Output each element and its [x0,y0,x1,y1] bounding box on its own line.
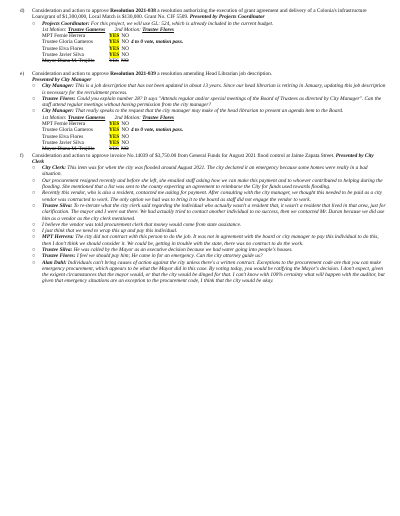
vote-yes: YES [109,58,120,65]
statement: The city did not contract with this person to do the job. It was not in agreement with the board or city manager to pay this individual to do this, then I don't think we should consider it. We could be, getting in trouble with the state, there was no contract to do the work. [42,234,379,247]
discussion-entry [32,260,386,285]
vote-yes: YES [109,121,120,128]
vote-no: NO [121,127,129,134]
vote-yes: YES [109,39,120,46]
speaker: Trustee Silva: [42,202,73,209]
bullet-icon: ○ [32,165,36,172]
bullet-icon: ○ [32,83,36,90]
discussion-entry [32,96,386,109]
statement: Recently this vendor, who is also a resident, contacted me asking for payment. After consulting with the city manager, we thought this needed to be paid as a city vendor was contracted to work. The only option we had was to bring it to the board as staff did not engage the vendor to work. [42,190,383,203]
speaker: Trustee Silva: [42,246,73,253]
speaker: Projects Coordinator: [42,20,90,27]
motion-label: 1st Motion: [42,114,68,121]
motion-second: Trustee Flores [142,114,174,121]
bullet-icon: ○ [32,20,36,27]
vote-result: 4 to 0 vote, motion pass. [130,127,184,134]
speaker: Trustee Flores: [42,95,76,102]
voter-name: Trustee Elva Flores [42,45,84,52]
bullet-icon: ○ [32,221,36,228]
resolution-number: Resolution 2021-039 [110,70,156,77]
vote-yes: YES [109,52,120,59]
statement: I just think that we need to wrap this up and pay this individual. [42,228,178,235]
item-text: a resolution authorizing the execution of grant agreement and delivery of a Colonia's infrastructure Loan/grant of $1,300,000, Local Match is $130,000. Grant No. CIF 5509. [32,8,367,21]
statement: Individuals can't bring causes of action against the city unless there's a written contract. Exceptions to the procurement code are that you can make emergency procurement, which appears to be what the Mayor did in this case. By voting today, you would be ratifying the Mayor's decision. I don't expect, given the exigent circumstances that the mayor would, or that the city would be dinged for that. I can't know with 100% certainty what will happen with the auditor, but given that emergency situations are an exception to the procurement code, I think that the city would be okay. [42,259,385,285]
vote-no: NO [121,52,129,59]
discussion-entry [32,21,386,34]
bullet-icon: ○ [32,95,36,102]
statement: I believe the vendor was told procurement clerk that money would come from state assistance. [42,221,242,228]
bullet-icon: ○ [32,190,36,197]
item-text: Consideration and action to approve invoice No.14039 of $3,750.00 from General Funds for August 2021 flood control at Jaime Zapata Street. [32,152,336,159]
vote-table [20,121,386,152]
speaker: MPT Herrera: [42,234,74,241]
motion-label: 2nd Motion: [114,114,143,121]
vote-no: NO [121,121,129,128]
motion-first: Trustee Gameros [67,114,106,121]
discussion-entry [32,165,386,178]
statement: This is a job description that has not been updated in about 13 years. Since our head librarian is retiring in January, updating this job description is necessary for the recruitment process. [42,83,386,96]
vote-table [20,33,386,64]
item-letter: e) [20,70,25,77]
resolution-number: Resolution 2021-038 [110,8,156,14]
bullet-icon: ○ [32,202,36,209]
vote-yes: YES [109,133,120,140]
bullet-icon: ○ [32,253,36,260]
agenda-item-d [20,8,386,21]
item-text: Consideration and action to approve [32,70,111,77]
vote-yes: YES [109,45,120,52]
vote-no: NO [121,39,129,46]
discussion-entry [32,190,386,203]
presenter: Presented by City Manager [32,76,92,83]
voter-name: Trustee Elva Flores [42,133,84,140]
discussion-entry [32,83,386,96]
vote-yes: YES [109,146,120,153]
voter-name: Trustee Javier Silva [42,52,84,59]
item-letter: f) [20,152,24,159]
vote-yes: YES [109,33,120,40]
bullet-icon: ○ [32,177,36,184]
motion-second: Trustee Flores [142,26,174,33]
bullet-icon: ○ [32,259,36,266]
agenda-item-f [20,153,386,166]
voter-name: MPT Fernie Herrera [42,33,86,40]
motion-first: Trustee Gameros [67,26,106,33]
agenda-item-e [20,71,386,84]
voter-name: Trustee Javier Silva [42,139,84,146]
item-text: Consideration and action to approve [32,8,111,14]
vote-no: NO [121,139,129,146]
voter-name: Trustee Gloria Gameros [42,39,93,46]
vote-no: NO [121,146,129,153]
presenter: Presented by City Clerk [32,152,374,165]
vote-result: 4 to 0 vote, motion pass. [130,39,184,46]
bullet-icon: ○ [32,234,36,241]
speaker: City Manager: [42,83,74,90]
voter-name: Mayor Diana M. Trujillo [42,146,95,153]
bullet-icon: ○ [32,108,36,115]
voter-name: Mayor Diana M. Trujillo [42,58,95,65]
vote-no: NO [121,33,129,40]
statement: This item was for when the city was flooded around August 2021. The city declared it an emergency because some homes were really in a bad situation. [42,165,368,178]
speaker: Trustee Flores: [42,253,76,260]
bullet-icon: ○ [32,246,36,253]
item-letter: d) [20,8,25,14]
bullet-icon: ○ [32,228,36,235]
speaker: Alan Dahl: [42,259,67,266]
vote-yes: YES [109,139,120,146]
motion-label: 2nd Motion: [114,26,143,33]
discussion-entry [32,203,386,222]
statement: To re-iterate what the city clerk said regarding the individual who actually wasn't a resident that, it wasn't a resident that lived in that area, just for clarification. The mayor and I were out there. We had actually tried to contact another individual to no success, then we contacted Mr. Duran because we did use him as a vendor as the city clerk mentioned. [42,202,386,222]
statement: He was called by the Mayor as an executive decision because we had water going into people's houses. [72,246,293,253]
statement: That really speaks to the request that the city manager may make of the head librarian to present an agenda item to the Board. [73,108,344,115]
speaker: City Clerk: [42,165,66,172]
vote-no: NO [121,58,129,65]
voter-name: MPT Fernie Herrera [42,121,86,128]
speaker: City Manager: [42,108,74,115]
statement: Could you explain number 28? It says "Attends regular and/or special meetings of the Board of Trustees as directed by City Manager". Can the staff attend regular meetings without having permission from the city manager? [42,95,382,109]
statement: I feel we should pay him; He came in for an emergency. Can the city attorney guide us? [75,253,263,260]
vote-no: NO [121,133,129,140]
discussion-list [20,165,386,285]
presenter: Presented by Projects Coordinator [189,14,265,21]
voter-name: Trustee Gloria Gameros [42,127,93,134]
discussion-entry [32,108,386,121]
statement: Our procurement resigned recently and before she left, she emailed staff asking how we can make this payment and to whoever contributed to helping during the flooding. She mentioned that a list was sent to the county expecting an agreement to reimburse the City for funds used towards flooding. [42,177,383,191]
vote-yes: YES [109,127,120,134]
statement: For this project, we will use GL: 524, which is already included in the current budget. [89,20,274,27]
discussion-entry [32,234,386,247]
item-text: a resolution amending Head Librarian job description. [155,70,273,77]
discussion-entry [32,178,386,191]
motion-label: 1st Motion: [42,26,68,33]
vote-no: NO [121,45,129,52]
